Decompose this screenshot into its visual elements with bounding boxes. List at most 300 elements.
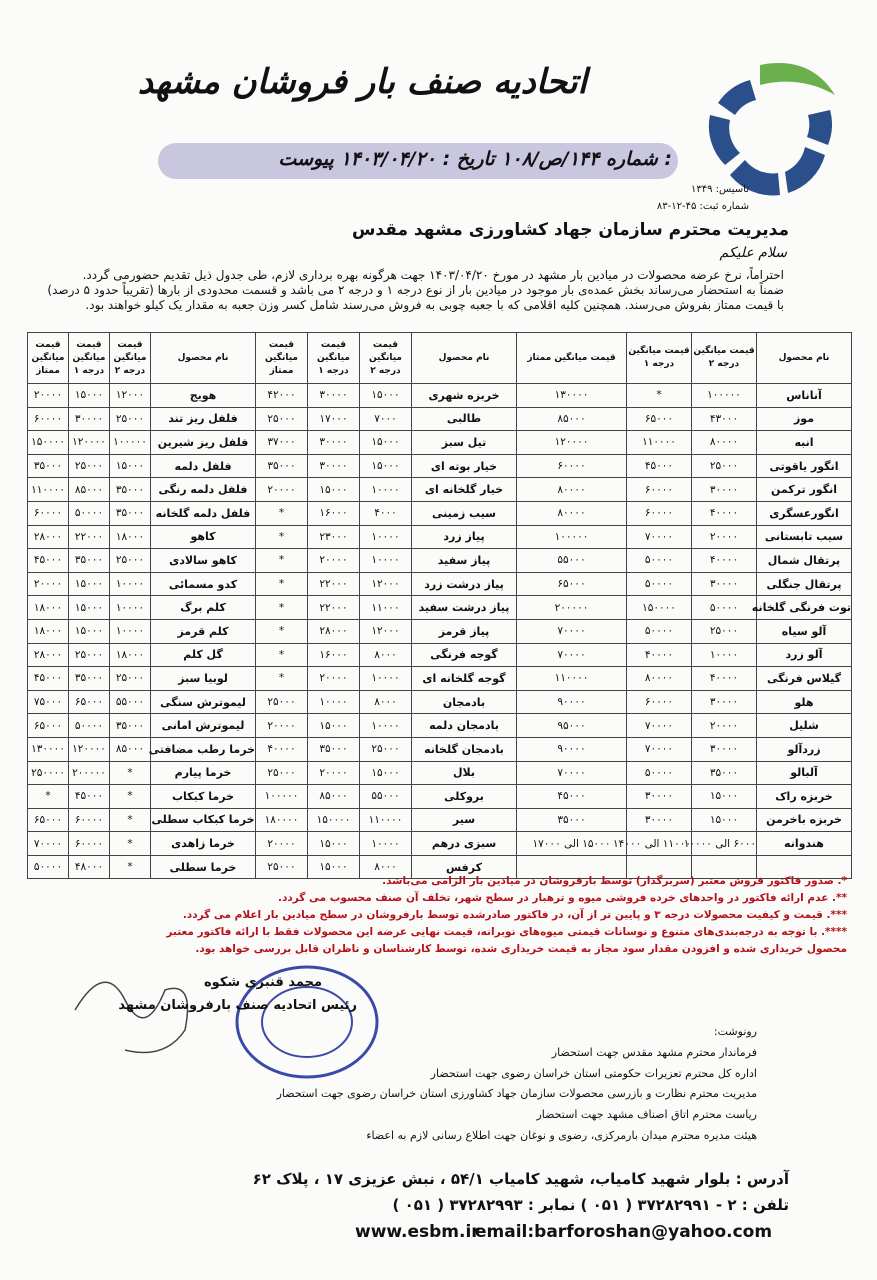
price-cell: ۴۲۰۰۰ — [256, 384, 308, 408]
table-row — [28, 761, 852, 785]
price-cell: ۲۵۰۰۰ — [110, 407, 151, 431]
table-row — [28, 690, 852, 714]
price-cell: ۶۰۰۰۰ — [69, 832, 110, 856]
price-cell: * — [256, 501, 308, 525]
price-cell: ۱۸۰۰۰ — [110, 525, 151, 549]
price-cell: ۴۵۰۰۰ — [69, 785, 110, 809]
table-row — [28, 714, 852, 738]
body-line: با قیمت ممتاز بفروش می‌رسند. همچنین کلیه اقلامی که با جعبه چوبی به فروش می‌رسند شامل کسر وزن جعبه به مقدار یک کیلو خواهند بود. — [85, 298, 784, 312]
product-name-cell: بادمجان — [412, 690, 517, 714]
price-cell: * — [110, 808, 151, 832]
price-cell: * — [256, 596, 308, 620]
product-name-cell: کاهو سالادی — [151, 549, 256, 573]
price-cell: ۸۰۰۰۰ — [517, 478, 627, 502]
column-header: قیمت میانگین درجه ۱ — [308, 333, 360, 384]
price-cell: ۳۵۰۰۰ — [110, 478, 151, 502]
column-header: نام محصول — [412, 333, 517, 384]
price-cell: ۱۰۰۰۰ — [110, 619, 151, 643]
price-cell: ۶۵۰۰۰ — [28, 808, 69, 832]
price-cell: ۳۰۰۰۰ — [627, 785, 692, 809]
column-header: قیمت میانگین درجه ۲ — [692, 333, 757, 384]
product-name-cell: آلبالو — [757, 761, 852, 785]
product-name-cell: خرما رطب مضافتی — [151, 737, 256, 761]
table-row — [28, 619, 852, 643]
price-cell: ۱۲۰۰۰۰ — [517, 431, 627, 455]
price-cell: ۶۰۰۰۰ — [627, 501, 692, 525]
price-cell: ۸۵۰۰۰ — [110, 737, 151, 761]
price-cell: ۱۲۰۰۰۰ — [69, 737, 110, 761]
product-name-cell: پیاز درشت سفید — [412, 596, 517, 620]
price-cell: ۷۰۰۰۰ — [627, 714, 692, 738]
product-name-cell: خرما زاهدی — [151, 832, 256, 856]
price-cell: ۱۲۰۰۰ — [110, 384, 151, 408]
price-cell: ۴۰۰۰۰ — [256, 737, 308, 761]
note-2: **. عدم ارائه فاکتور در واحدهای خرده فروشی میوه و ترهبار در سطح شهر، تخلف آن صنف محسوب می گردد. — [277, 892, 847, 904]
price-cell: ۴۵۰۰۰ — [627, 454, 692, 478]
price-cell: ۱۸۰۰۰ — [28, 619, 69, 643]
price-cell: * — [256, 667, 308, 691]
product-name-cell: فلفل ریز شیرین — [151, 431, 256, 455]
footer-website: www.esbm.ir — [355, 1222, 480, 1242]
price-cell: ۲۰۰۰۰ — [692, 714, 757, 738]
price-cell: ۳۰۰۰۰ — [69, 407, 110, 431]
product-name-cell: خرما کبکاب سطلی — [151, 808, 256, 832]
price-cell: ۸۰۰۰۰ — [627, 667, 692, 691]
price-cell: ۴۵۰۰۰ — [28, 549, 69, 573]
product-name-cell: کدو مسمائی — [151, 572, 256, 596]
price-cell: ۱۰۰۰۰ — [360, 549, 412, 573]
table-row — [28, 407, 852, 431]
price-cell: ۳۰۰۰۰ — [692, 478, 757, 502]
price-cell: ۸۵۰۰۰ — [69, 478, 110, 502]
price-cell: ۳۰۰۰۰ — [692, 737, 757, 761]
price-cell: ۴۰۰۰۰ — [692, 501, 757, 525]
price-cell: ۲۰۰۰۰ — [692, 525, 757, 549]
price-cell: ۱۱۰۰۰۰ — [360, 808, 412, 832]
price-cell: ۱۵۰۰۰ — [69, 384, 110, 408]
price-cell: ۷۰۰۰۰ — [517, 619, 627, 643]
product-name-cell: گل کلم — [151, 643, 256, 667]
price-cell: * — [627, 384, 692, 408]
price-cell: ۵۵۰۰۰ — [360, 785, 412, 809]
table-row — [28, 431, 852, 455]
price-cell: ۲۵۰۰۰ — [256, 407, 308, 431]
product-name-cell: موز — [757, 407, 852, 431]
product-name-cell: کلم قرمز — [151, 619, 256, 643]
product-name-cell: انبه — [757, 431, 852, 455]
price-cell: ۱۵۰۰۰ — [69, 619, 110, 643]
price-cell: ۳۰۰۰۰ — [308, 431, 360, 455]
product-name-cell: سیب زمینی — [412, 501, 517, 525]
price-cell: ۸۵۰۰۰ — [308, 785, 360, 809]
footer-email: email:barforoshan@yahoo.com — [475, 1222, 773, 1242]
price-cell: ۲۵۰۰۰ — [256, 761, 308, 785]
price-cell: ۲۰۰۰۰ — [28, 572, 69, 596]
price-cell: ۲۰۰۰۰ — [256, 832, 308, 856]
price-cell: ۷۵۰۰۰ — [28, 690, 69, 714]
cc-heading: رونوشت: — [713, 1025, 757, 1038]
price-cell: ۳۵۰۰۰ — [110, 501, 151, 525]
table-row — [28, 501, 852, 525]
product-name-cell: پیاز سفید — [412, 549, 517, 573]
price-cell: ۱۵۰۰۰ — [308, 714, 360, 738]
cc-item: فرماندار محترم مشهد مقدس جهت استحضار — [551, 1045, 757, 1059]
price-cell: ۱۲۰۰۰ — [360, 572, 412, 596]
product-name-cell: خیار گلخانه ای — [412, 478, 517, 502]
price-cell: ۵۰۰۰۰ — [627, 572, 692, 596]
price-cell: ۶۰۰۰۰ — [627, 478, 692, 502]
price-cell: ۱۵۰۰۰ — [360, 384, 412, 408]
product-name-cell: کاهو — [151, 525, 256, 549]
product-name-cell: گیلاس فرنگی — [757, 667, 852, 691]
body-line: ضمناً به استحضار می‌رساند بخش عمده‌ی بار موجود در میادین بار از نوع درجه ۱ و درجه ۲ می باشد و قسمت محدودی از بارها (تقریباً حدود ۵ درصد) — [47, 283, 784, 297]
price-cell: ۸۰۰۰ — [360, 643, 412, 667]
product-name-cell: فلفل دلمه رنگی — [151, 478, 256, 502]
price-cell: ۱۵۰۰۰ — [692, 785, 757, 809]
price-cell: ۴۸۰۰۰ — [69, 855, 110, 879]
product-name-cell: پیاز درشت زرد — [412, 572, 517, 596]
price-cell: ۵۰۰۰۰ — [692, 596, 757, 620]
price-cell: ۸۰۰۰۰ — [692, 431, 757, 455]
price-cell: ۱۰۰۰۰ — [360, 478, 412, 502]
price-cell: * — [256, 643, 308, 667]
price-cell: ۱۰۰۰۰ — [360, 832, 412, 856]
product-name-cell: توت فرنگی گلخانه — [757, 596, 852, 620]
price-cell: ۱۵۰۰۰۰ — [627, 596, 692, 620]
price-cell: ۱۵۰۰۰ — [69, 572, 110, 596]
product-name-cell: زردآلو — [757, 737, 852, 761]
price-cell: ۲۰۰۰۰ — [308, 667, 360, 691]
price-cell: ۳۵۰۰۰ — [110, 714, 151, 738]
product-name-cell: خیار بوته ای — [412, 454, 517, 478]
product-name-cell: بروکلی — [412, 785, 517, 809]
price-cell: ۳۰۰۰۰ — [692, 690, 757, 714]
table-row — [28, 643, 852, 667]
price-cell: ۱۰۰۰۰۰ — [692, 384, 757, 408]
price-cell: ۱۰۰۰۰ — [692, 643, 757, 667]
letter-body — [47, 268, 784, 313]
price-cell: ۷۰۰۰ — [360, 407, 412, 431]
price-cell: ۱۲۰۰۰ — [360, 619, 412, 643]
signer-name: محمد قنبری شکوه — [204, 975, 322, 990]
price-cell: ۹۰۰۰۰ — [517, 737, 627, 761]
product-name-cell: پرتقال جنگلی — [757, 572, 852, 596]
cc-item: اداره کل محترم تعزیرات حکومتی استان خراسان رضوی جهت استحضار — [430, 1066, 757, 1080]
founded-date: تاسیس: ۱۳۴۹ — [690, 184, 749, 195]
product-name-cell: خرما پیارم — [151, 761, 256, 785]
price-cell: ۷۰۰۰۰ — [517, 761, 627, 785]
price-cell: ۳۵۰۰۰ — [517, 808, 627, 832]
product-name-cell: پیاز قرمز — [412, 619, 517, 643]
price-cell: ۱۰۰۰۰ — [110, 572, 151, 596]
price-cell: ۱۰۰۰۰ — [360, 525, 412, 549]
product-name-cell: سیب تابستانی — [757, 525, 852, 549]
price-cell: ۳۵۰۰۰ — [692, 761, 757, 785]
table-body — [28, 384, 852, 879]
price-cell: ۱۳۰۰۰۰ — [517, 384, 627, 408]
price-cell: ۵۰۰۰۰ — [627, 549, 692, 573]
price-cell: ۹۵۰۰۰ — [517, 714, 627, 738]
product-name-cell: خرما سطلی — [151, 855, 256, 879]
price-cell: ۶۰۰۰ الی ۱۰۰۰۰ — [692, 832, 757, 856]
price-cell: ۱۸۰۰۰ — [28, 596, 69, 620]
price-cell: ۳۵۰۰۰ — [69, 549, 110, 573]
union-logo-icon — [690, 55, 840, 200]
price-cell: * — [110, 761, 151, 785]
product-name-cell: خربزه راک — [757, 785, 852, 809]
product-name-cell: انگورعسگری — [757, 501, 852, 525]
price-cell: ۱۵۰۰۰ الی ۱۷۰۰۰ — [517, 832, 627, 856]
price-cell: ۲۳۰۰۰ — [308, 525, 360, 549]
price-cell: ۳۰۰۰۰ — [627, 808, 692, 832]
price-cell: * — [256, 549, 308, 573]
price-cell: ۱۵۰۰۰ — [110, 454, 151, 478]
product-name-cell: گوجه فرنگی — [412, 643, 517, 667]
price-cell: ۴۰۰۰۰ — [692, 667, 757, 691]
price-cell: ۴۰۰۰۰ — [627, 643, 692, 667]
product-name-cell: پیاز زرد — [412, 525, 517, 549]
column-header: نام محصول — [151, 333, 256, 384]
price-cell: ۱۵۰۰۰۰ — [308, 808, 360, 832]
column-header: قیمت میانگین درجه ۲ — [360, 333, 412, 384]
price-cell: ۱۵۰۰۰ — [308, 832, 360, 856]
price-cell: ۵۰۰۰۰ — [69, 714, 110, 738]
product-name-cell: فلفل دلمه گلخانه — [151, 501, 256, 525]
price-cell: ۴۵۰۰۰ — [28, 667, 69, 691]
price-cell: ۲۰۰۰۰۰ — [69, 761, 110, 785]
product-name-cell: تیل سبز — [412, 431, 517, 455]
product-name-cell: هندوانه — [757, 832, 852, 856]
column-header: قیمت میانگین ممتاز — [28, 333, 69, 384]
column-header: قیمت میانگین درجه ۱ — [627, 333, 692, 384]
price-cell: ۱۵۰۰۰ — [692, 808, 757, 832]
price-cell: ۶۰۰۰۰ — [517, 454, 627, 478]
price-cell: ۴۵۰۰۰ — [517, 785, 627, 809]
salutation: سلام علیکم — [719, 245, 787, 261]
price-cell: ۳۵۰۰۰ — [69, 667, 110, 691]
product-name-cell: آلو زرد — [757, 643, 852, 667]
price-cell: ۱۰۰۰۰۰ — [517, 525, 627, 549]
price-cell: ۲۲۰۰۰ — [308, 572, 360, 596]
price-cell: ۳۰۰۰۰ — [308, 454, 360, 478]
price-cell: ۱۱۰۰۰ الی ۱۴۰۰۰ — [627, 832, 692, 856]
price-cell: ۱۸۰۰۰۰ — [256, 808, 308, 832]
table-row — [28, 808, 852, 832]
price-cell: ۱۵۰۰۰ — [308, 855, 360, 879]
price-cell: ۳۵۰۰۰ — [308, 737, 360, 761]
product-name-cell: گوجه گلخانه ای — [412, 667, 517, 691]
price-cell: ۵۰۰۰۰ — [28, 855, 69, 879]
table-row — [28, 549, 852, 573]
price-cell: ۲۸۰۰۰ — [308, 619, 360, 643]
table-row — [28, 832, 852, 856]
price-cell: ۱۱۰۰۰۰ — [627, 431, 692, 455]
note-1: *. صدور فاکتور فروش معتبر (سربرگدار) توسط بارفروشان در میادین بار الزامی می‌باشد. — [382, 875, 847, 887]
price-cell: ۲۲۰۰۰ — [308, 596, 360, 620]
price-cell: * — [256, 572, 308, 596]
price-cell: ۶۰۰۰۰ — [28, 501, 69, 525]
table-row — [28, 525, 852, 549]
cc-item: ریاست محترم اتاق اصناف مشهد جهت استحضار — [536, 1108, 757, 1122]
price-cell: ۱۰۰۰۰ — [360, 714, 412, 738]
price-cell: ۷۰۰۰۰ — [627, 525, 692, 549]
price-cell: ۷۰۰۰۰ — [517, 643, 627, 667]
product-name-cell: لیموترش سنگی — [151, 690, 256, 714]
product-name-cell: انگور ترکمن — [757, 478, 852, 502]
price-cell: ۸۰۰۰ — [360, 855, 412, 879]
column-header: قیمت میانگین ممتاز — [256, 333, 308, 384]
price-cell: ۱۵۰۰۰ — [360, 431, 412, 455]
product-name-cell: فلفل دلمه — [151, 454, 256, 478]
price-cell: ۲۰۰۰۰ — [28, 384, 69, 408]
price-table — [27, 332, 852, 879]
table-row — [28, 572, 852, 596]
price-cell: ۲۵۰۰۰ — [692, 619, 757, 643]
price-cell: ۲۵۰۰۰ — [256, 855, 308, 879]
column-header: قیمت میانگین درجه ۲ — [110, 333, 151, 384]
price-cell: ۲۲۰۰۰ — [69, 525, 110, 549]
price-cell: ۷۰۰۰۰ — [627, 737, 692, 761]
price-cell: ۱۵۰۰۰۰ — [28, 431, 69, 455]
product-name-cell: طالبی — [412, 407, 517, 431]
notes — [47, 873, 847, 958]
price-cell: ۴۳۰۰۰ — [692, 407, 757, 431]
price-cell: ۹۰۰۰۰ — [517, 690, 627, 714]
table-row — [28, 454, 852, 478]
price-cell: ۶۰۰۰۰ — [69, 808, 110, 832]
price-cell: ۲۵۰۰۰ — [256, 690, 308, 714]
note-4: ****. با توجه به درجه‌بندی‌های متنوع و نوسانات قیمتی میوه‌های نوبرانه، قیمت نهایی عرضه این محصولات فقط با ارائه فاکتور معتبر — [166, 926, 847, 938]
price-cell: ۱۶۰۰۰ — [308, 501, 360, 525]
price-cell: ۴۰۰۰۰ — [692, 549, 757, 573]
price-cell: ۱۵۰۰۰ — [360, 454, 412, 478]
price-cell: ۶۵۰۰۰ — [28, 714, 69, 738]
product-name-cell: پرتقال شمال — [757, 549, 852, 573]
price-cell: ۲۰۰۰۰ — [256, 478, 308, 502]
cc-item: هیئت مدیره محترم میدان بارمرکزی، رضوی و نوغان جهت اطلاع رسانی لازم به اعضاء — [366, 1128, 757, 1142]
price-cell: ۱۱۰۰۰۰ — [28, 478, 69, 502]
product-name-cell: لوبیا سبز — [151, 667, 256, 691]
column-header: قیمت میانگین درجه ۱ — [69, 333, 110, 384]
product-name-cell: سیر — [412, 808, 517, 832]
price-cell: ۵۰۰۰۰ — [627, 761, 692, 785]
price-cell: ۶۵۰۰۰ — [69, 690, 110, 714]
column-header: نام محصول — [757, 333, 852, 384]
price-cell: ۲۰۰۰۰ — [256, 714, 308, 738]
product-name-cell: لیموترش امانی — [151, 714, 256, 738]
union-title: اتحادیه صنف بار فروشان مشهد — [137, 62, 587, 102]
price-cell: ۸۰۰۰ — [360, 690, 412, 714]
product-name-cell: خربزه شهری — [412, 384, 517, 408]
product-name-cell: شلیل — [757, 714, 852, 738]
addressee: مدیریت محترم سازمان جهاد کشاورزی مشهد مقدس — [351, 220, 789, 240]
price-cell: ۲۵۰۰۰۰ — [28, 761, 69, 785]
price-cell: ۸۵۰۰۰ — [517, 407, 627, 431]
price-cell: ۲۵۰۰۰ — [692, 454, 757, 478]
price-cell: ۲۸۰۰۰ — [28, 525, 69, 549]
price-cell: ۱۲۰۰۰۰ — [69, 431, 110, 455]
price-cell: ۵۵۰۰۰ — [110, 690, 151, 714]
body-line: احتراماً، نرخ عرضه محصولات در میادین بار مشهد در مورخ ۱۴۰۳/۰۴/۲۰ جهت هرگونه بهره برداری لازم، طی جدول ذیل تقدیم حضورمی گردد. — [82, 268, 784, 282]
price-cell: ۲۵۰۰۰ — [69, 643, 110, 667]
product-name-cell: انگور یاقوتی — [757, 454, 852, 478]
table-row — [28, 596, 852, 620]
cc-list — [237, 1022, 757, 1147]
price-cell: ۱۶۰۰۰ — [308, 643, 360, 667]
price-cell: ۳۵۰۰۰ — [28, 454, 69, 478]
price-cell: ۳۵۰۰۰ — [256, 454, 308, 478]
price-cell: ۱۵۰۰۰ — [360, 761, 412, 785]
price-cell: ۱۰۰۰۰۰ — [256, 785, 308, 809]
price-cell: ۱۸۰۰۰ — [110, 643, 151, 667]
note-3: ***. قیمت و کیفیت محصولات درجه ۳ و پایین تر از آن، در فاکتور صادرشده توسط بارفروشان در سطح میادین بار اعلام می گردد. — [182, 909, 847, 921]
table-row — [28, 478, 852, 502]
price-cell: ۱۰۰۰۰ — [110, 596, 151, 620]
price-cell: ۶۵۰۰۰ — [517, 572, 627, 596]
signer-role: رئیس اتحادیه صنف بارفروشان مشهد — [118, 998, 357, 1013]
price-cell: ۳۷۰۰۰ — [256, 431, 308, 455]
price-cell: ۱۷۰۰۰ — [308, 407, 360, 431]
price-cell: ۱۱۰۰۰ — [360, 596, 412, 620]
price-cell: * — [110, 832, 151, 856]
column-header: قیمت میانگین ممتاز — [517, 333, 627, 384]
price-cell: ۳۰۰۰۰ — [692, 572, 757, 596]
price-cell: ۶۵۰۰۰ — [627, 407, 692, 431]
price-cell: ۵۰۰۰۰ — [627, 619, 692, 643]
price-cell: ۵۵۰۰۰ — [517, 549, 627, 573]
cc-item: مدیریت محترم نظارت و بازرسی محصولات سازمان جهاد کشاورزی استان خراسان رضوی جهت استحضار — [276, 1087, 757, 1101]
price-cell: * — [110, 785, 151, 809]
price-cell: ۲۵۰۰۰ — [69, 454, 110, 478]
product-name-cell: خربزه باخرمن — [757, 808, 852, 832]
price-cell: ۳۰۰۰۰ — [308, 384, 360, 408]
price-cell: ۱۳۰۰۰۰ — [28, 737, 69, 761]
product-name-cell: بلال — [412, 761, 517, 785]
price-cell: * — [28, 785, 69, 809]
price-cell: ۲۵۰۰۰ — [110, 549, 151, 573]
product-name-cell: کلم برگ — [151, 596, 256, 620]
product-name-cell: بادمجان گلخانه — [412, 737, 517, 761]
price-cell: ۲۰۰۰۰ — [308, 549, 360, 573]
price-cell: ۵۰۰۰۰ — [69, 501, 110, 525]
table-row — [28, 785, 852, 809]
product-name-cell: سبزی درهم — [412, 832, 517, 856]
price-cell: * — [110, 855, 151, 879]
price-cell: ۱۰۰۰۰۰ — [110, 431, 151, 455]
table-row — [28, 737, 852, 761]
price-cell: ۱۱۰۰۰۰ — [517, 667, 627, 691]
price-cell: ۸۰۰۰۰ — [517, 501, 627, 525]
price-cell: ۶۰۰۰۰ — [627, 690, 692, 714]
price-cell: ۱۵۰۰۰ — [308, 478, 360, 502]
price-cell: ۱۵۰۰۰ — [69, 596, 110, 620]
product-name-cell: کرفس — [412, 855, 517, 879]
footer-phone: تلفن : ۲ - ۳۷۲۸۲۹۹۱ ( ۰۵۱ ) نمابر : ۳۷۲۸۲۹۹۳ ( ۰۵۱ ) — [392, 1196, 789, 1214]
product-name-cell: فلفل ریز تند — [151, 407, 256, 431]
table-row — [28, 384, 852, 408]
product-name-cell: هویج — [151, 384, 256, 408]
table-header-row — [28, 333, 852, 384]
footer-address: آدرس : بلوار شهید کامیاب، شهید کامیاب ۵۴/۱ ، نبش عزیزی ۱۷ ، پلاک ۶۲ — [252, 1170, 789, 1188]
price-cell: * — [256, 525, 308, 549]
product-name-cell: آلو سیاه — [757, 619, 852, 643]
price-cell: ۲۰۰۰۰۰ — [517, 596, 627, 620]
price-cell: ۱۰۰۰۰ — [360, 667, 412, 691]
registration-number: شماره ثبت: ۴۵-۱۲-۸۳ — [656, 201, 749, 212]
price-cell: ۲۸۰۰۰ — [28, 643, 69, 667]
price-cell: ۲۰۰۰۰ — [308, 761, 360, 785]
price-cell: ۱۰۰۰۰ — [308, 690, 360, 714]
